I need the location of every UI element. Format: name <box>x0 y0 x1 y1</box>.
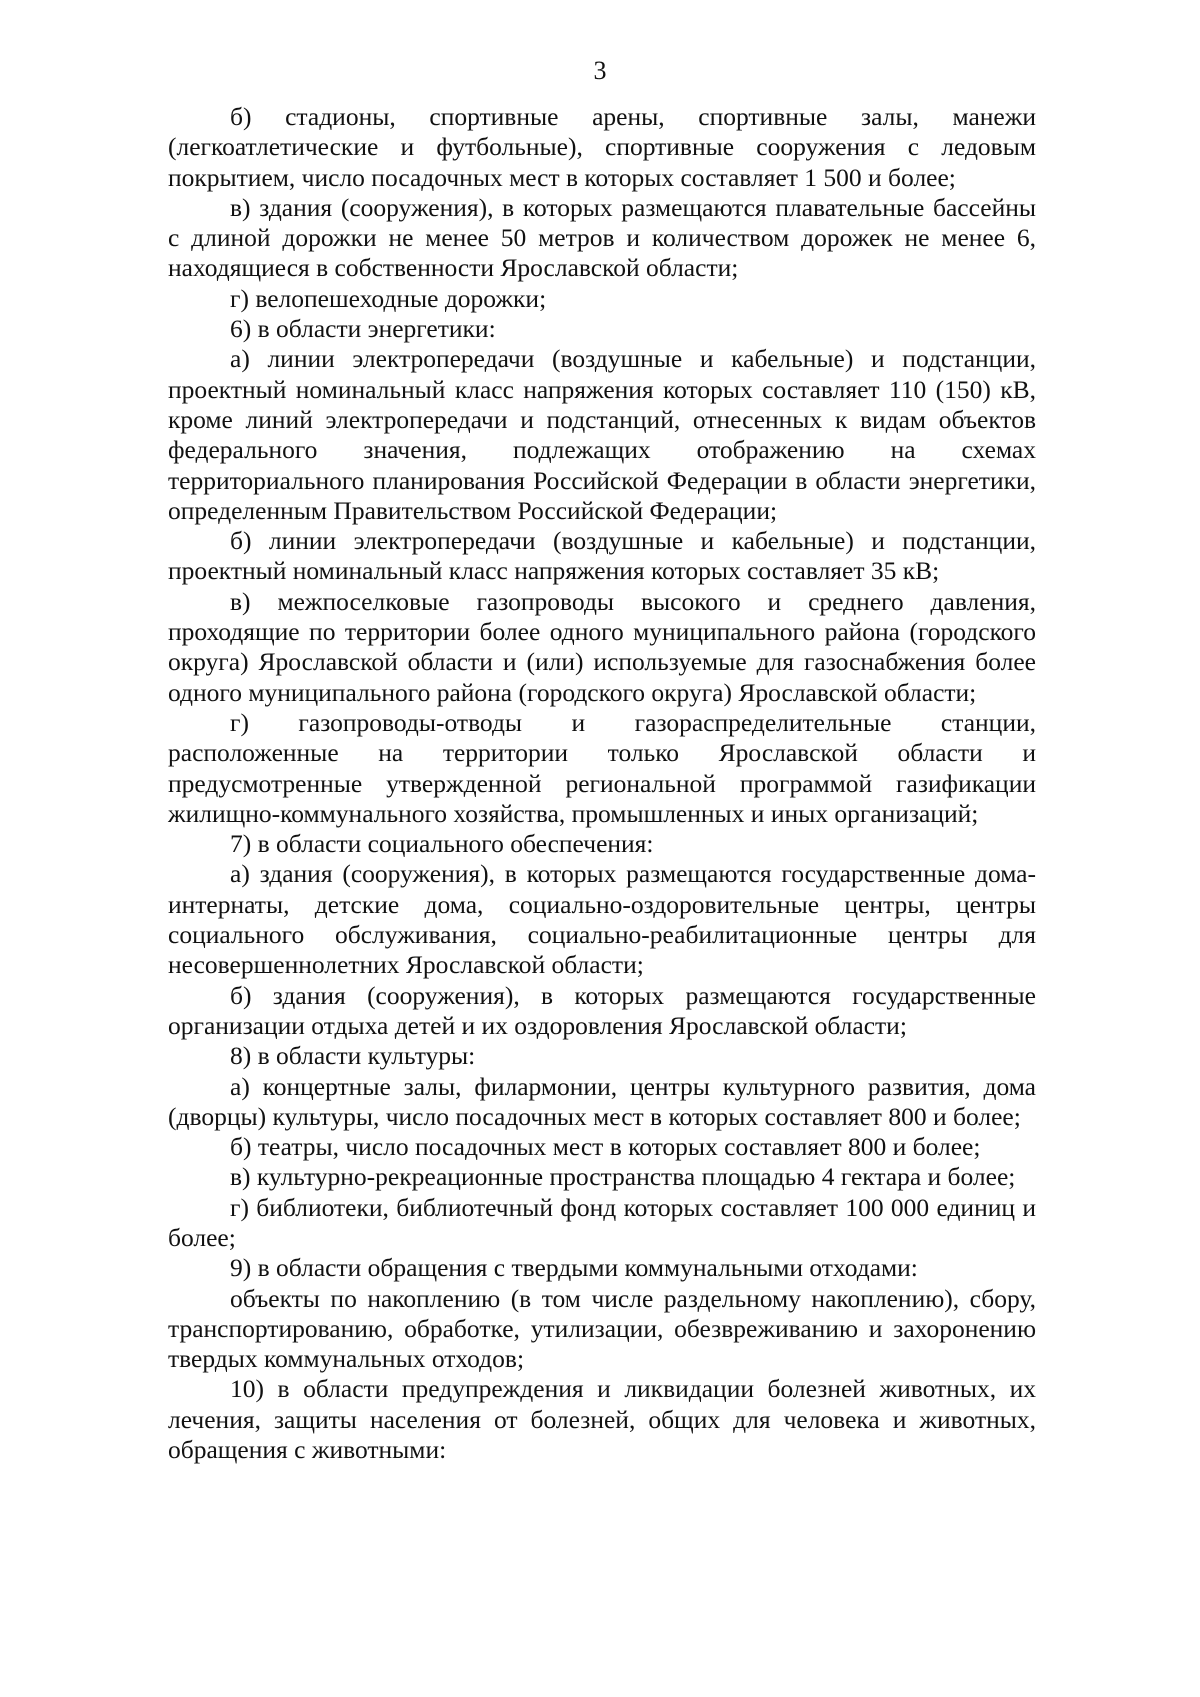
paragraph: в) культурно-рекреационные пространства площадью 4 гектара и более; <box>230 1162 1016 1192</box>
section-heading: 9) в области обращения с твердыми коммунальными отходами: <box>230 1253 918 1283</box>
paragraph: б) линии электропередачи (воздушные и кабельные) и подстанции, проектный номинальный класс напряжения которых составляет 35 кВ; <box>168 526 1036 586</box>
paragraph: б) здания (сооружения), в которых размещаются государственные организации отдыха детей и их оздоровления Ярославской области; <box>168 980 1036 1040</box>
section-heading: 8) в области культуры: <box>230 1041 476 1071</box>
paragraph: а) линии электропередачи (воздушные и кабельные) и подстанции, проектный номинальный класс напряжения которых составляет 110 (150) кВ, кроме линий электропередачи и подстанций, отнесенных к видам объектов федерального значения, подлежащих отображению на схемах территориального планирования Российской Федерации в области энергетики, определенным Правительством Российской Федерации; <box>168 344 1036 525</box>
paragraph: объекты по накоплению (в том числе раздельному накоплению), сбору, транспортированию, обработке, утилизации, обезвреживанию и захоронению твердых коммунальных отходов; <box>168 1283 1036 1374</box>
paragraph: г) газопроводы-отводы и газораспределительные станции, расположенные на территории только Ярославской области и предусмотренные утвержденной региональной программой газификации жилищно-коммунального хозяйства, промышленных и иных организаций; <box>168 707 1036 828</box>
section-heading: 6) в области энергетики: <box>230 314 496 344</box>
paragraph: в) здания (сооружения), в которых размещаются плавательные бассейны с длиной дорожки не менее 50 метров и количеством дорожек не менее 6, находящиеся в собственности Ярославской области; <box>168 192 1036 283</box>
section-heading: 7) в области социального обеспечения: <box>230 829 654 859</box>
page-number: 3 <box>593 56 607 85</box>
paragraph: г) библиотеки, библиотечный фонд которых составляет 100 000 единиц и более; <box>168 1192 1036 1252</box>
document-body <box>168 102 1036 1465</box>
paragraph: г) велопешеходные дорожки; <box>230 283 547 313</box>
paragraph: а) концертные залы, филармонии, центры культурного развития, дома (дворцы) культуры, число посадочных мест в которых составляет 800 и более; <box>168 1071 1036 1131</box>
paragraph: в) межпоселковые газопроводы высокого и среднего давления, проходящие по территории более одного муниципального района (городского округа) Ярославской области и (или) используемые для газоснабжения более одного муниципального района (городского округа) Ярославской области; <box>168 586 1036 707</box>
section-heading: 10) в области предупреждения и ликвидации болезней животных, их лечения, защиты населения от болезней, общих для человека и животных, обращения с животными: <box>168 1374 1036 1465</box>
paragraph: б) театры, число посадочных мест в которых составляет 800 и более; <box>230 1132 981 1162</box>
paragraph: б) стадионы, спортивные арены, спортивные залы, манежи (легкоатлетические и футбольные), спортивные сооружения с ледовым покрытием, число посадочных мест в которых составляет 1 500 и более; <box>168 102 1036 192</box>
paragraph: а) здания (сооружения), в которых размещаются государственные дома-интернаты, детские дома, социально-оздоровительные центры, центры социального обслуживания, социально-реабилитационные центры для несовершеннолетних Ярославской области; <box>168 859 1036 980</box>
